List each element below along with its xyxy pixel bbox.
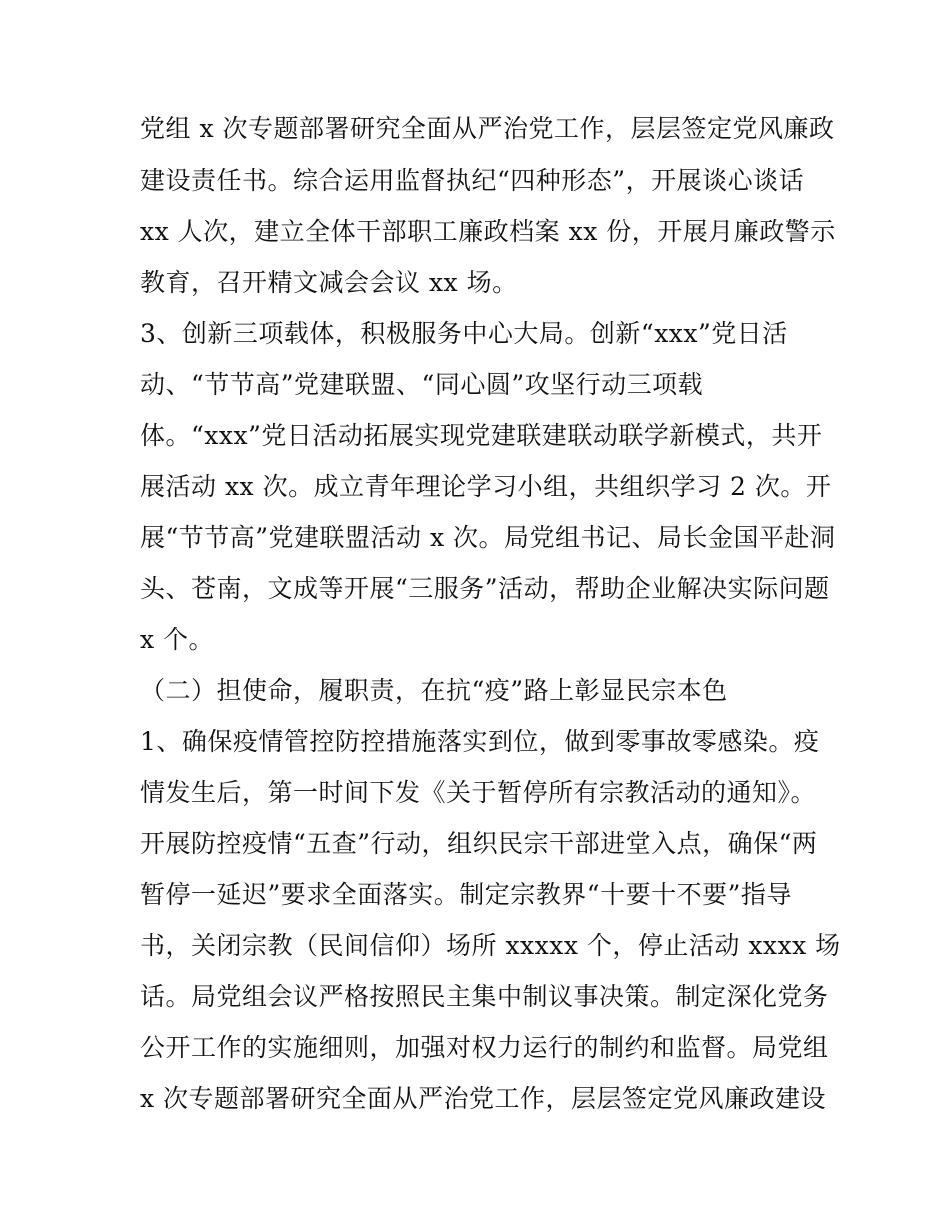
text-line: 情发生后，第一时间下发《关于暂停所有宗教活动的通知》。 [140,778,817,807]
text-line: 书，关闭宗教（民间信仰）场所 xxxxx 个，停止活动 xxxx 场 [140,931,841,960]
text-line: 开展防控疫情“五查”行动，组织民宗干部进堂入点，确保“两 [140,829,818,858]
text-line: 展活动 xx 次。成立青年理论学习小组，共组织学习 2 次。开 [140,472,832,501]
text-line: x 个。 [140,625,215,654]
text-line: 动、“节节高”党建联盟、“同心圆”攻坚行动三项载 [140,370,704,399]
text-line: 建设责任书。综合运用监督执纪“四种形态”，开展谈心谈话 [140,166,805,195]
text-line: 党组 x 次专题部署研究全面从严治党工作，层层签定党风廉政 [140,114,835,143]
text-line: 1、确保疫情管控防控措施落实到位，做到零事故零感染。疫 [140,727,820,756]
text-line: 展“节节高”党建联盟活动 x 次。局党组书记、局长金国平赴洞 [140,523,836,552]
text-line: 公开工作的实施细则，加强对权力运行的制约和监督。局党组 [140,1033,829,1062]
text-line: 3、创新三项载体，积极服务中心大局。创新“xxx”党日活 [140,319,788,348]
text-line: 教育，召开精文减会会议 xx 场。 [140,268,518,297]
text-line: 话。局党组会议严格按照民主集中制议事决策。制定深化党务 [140,982,829,1011]
text-line: xx 人次，建立全体干部职工廉政档案 xx 份，开展月廉政警示 [140,217,836,246]
section-heading: （二）担使命，履职责，在抗“疫”路上彰显民宗本色 [140,676,728,705]
text-line: 体。“xxx”党日活动拓展实现党建联建联动联学新模式，共开 [140,421,823,450]
text-line: 头、苍南，文成等开展“三服务”活动，帮助企业解决实际问题 [140,574,830,603]
text-line: 暂停一延迟”要求全面落实。制定宗教界“十要十不要”指导 [140,880,792,909]
text-line: x 次专题部署研究全面从严治党工作，层层签定党风廉政建设 [140,1084,827,1113]
